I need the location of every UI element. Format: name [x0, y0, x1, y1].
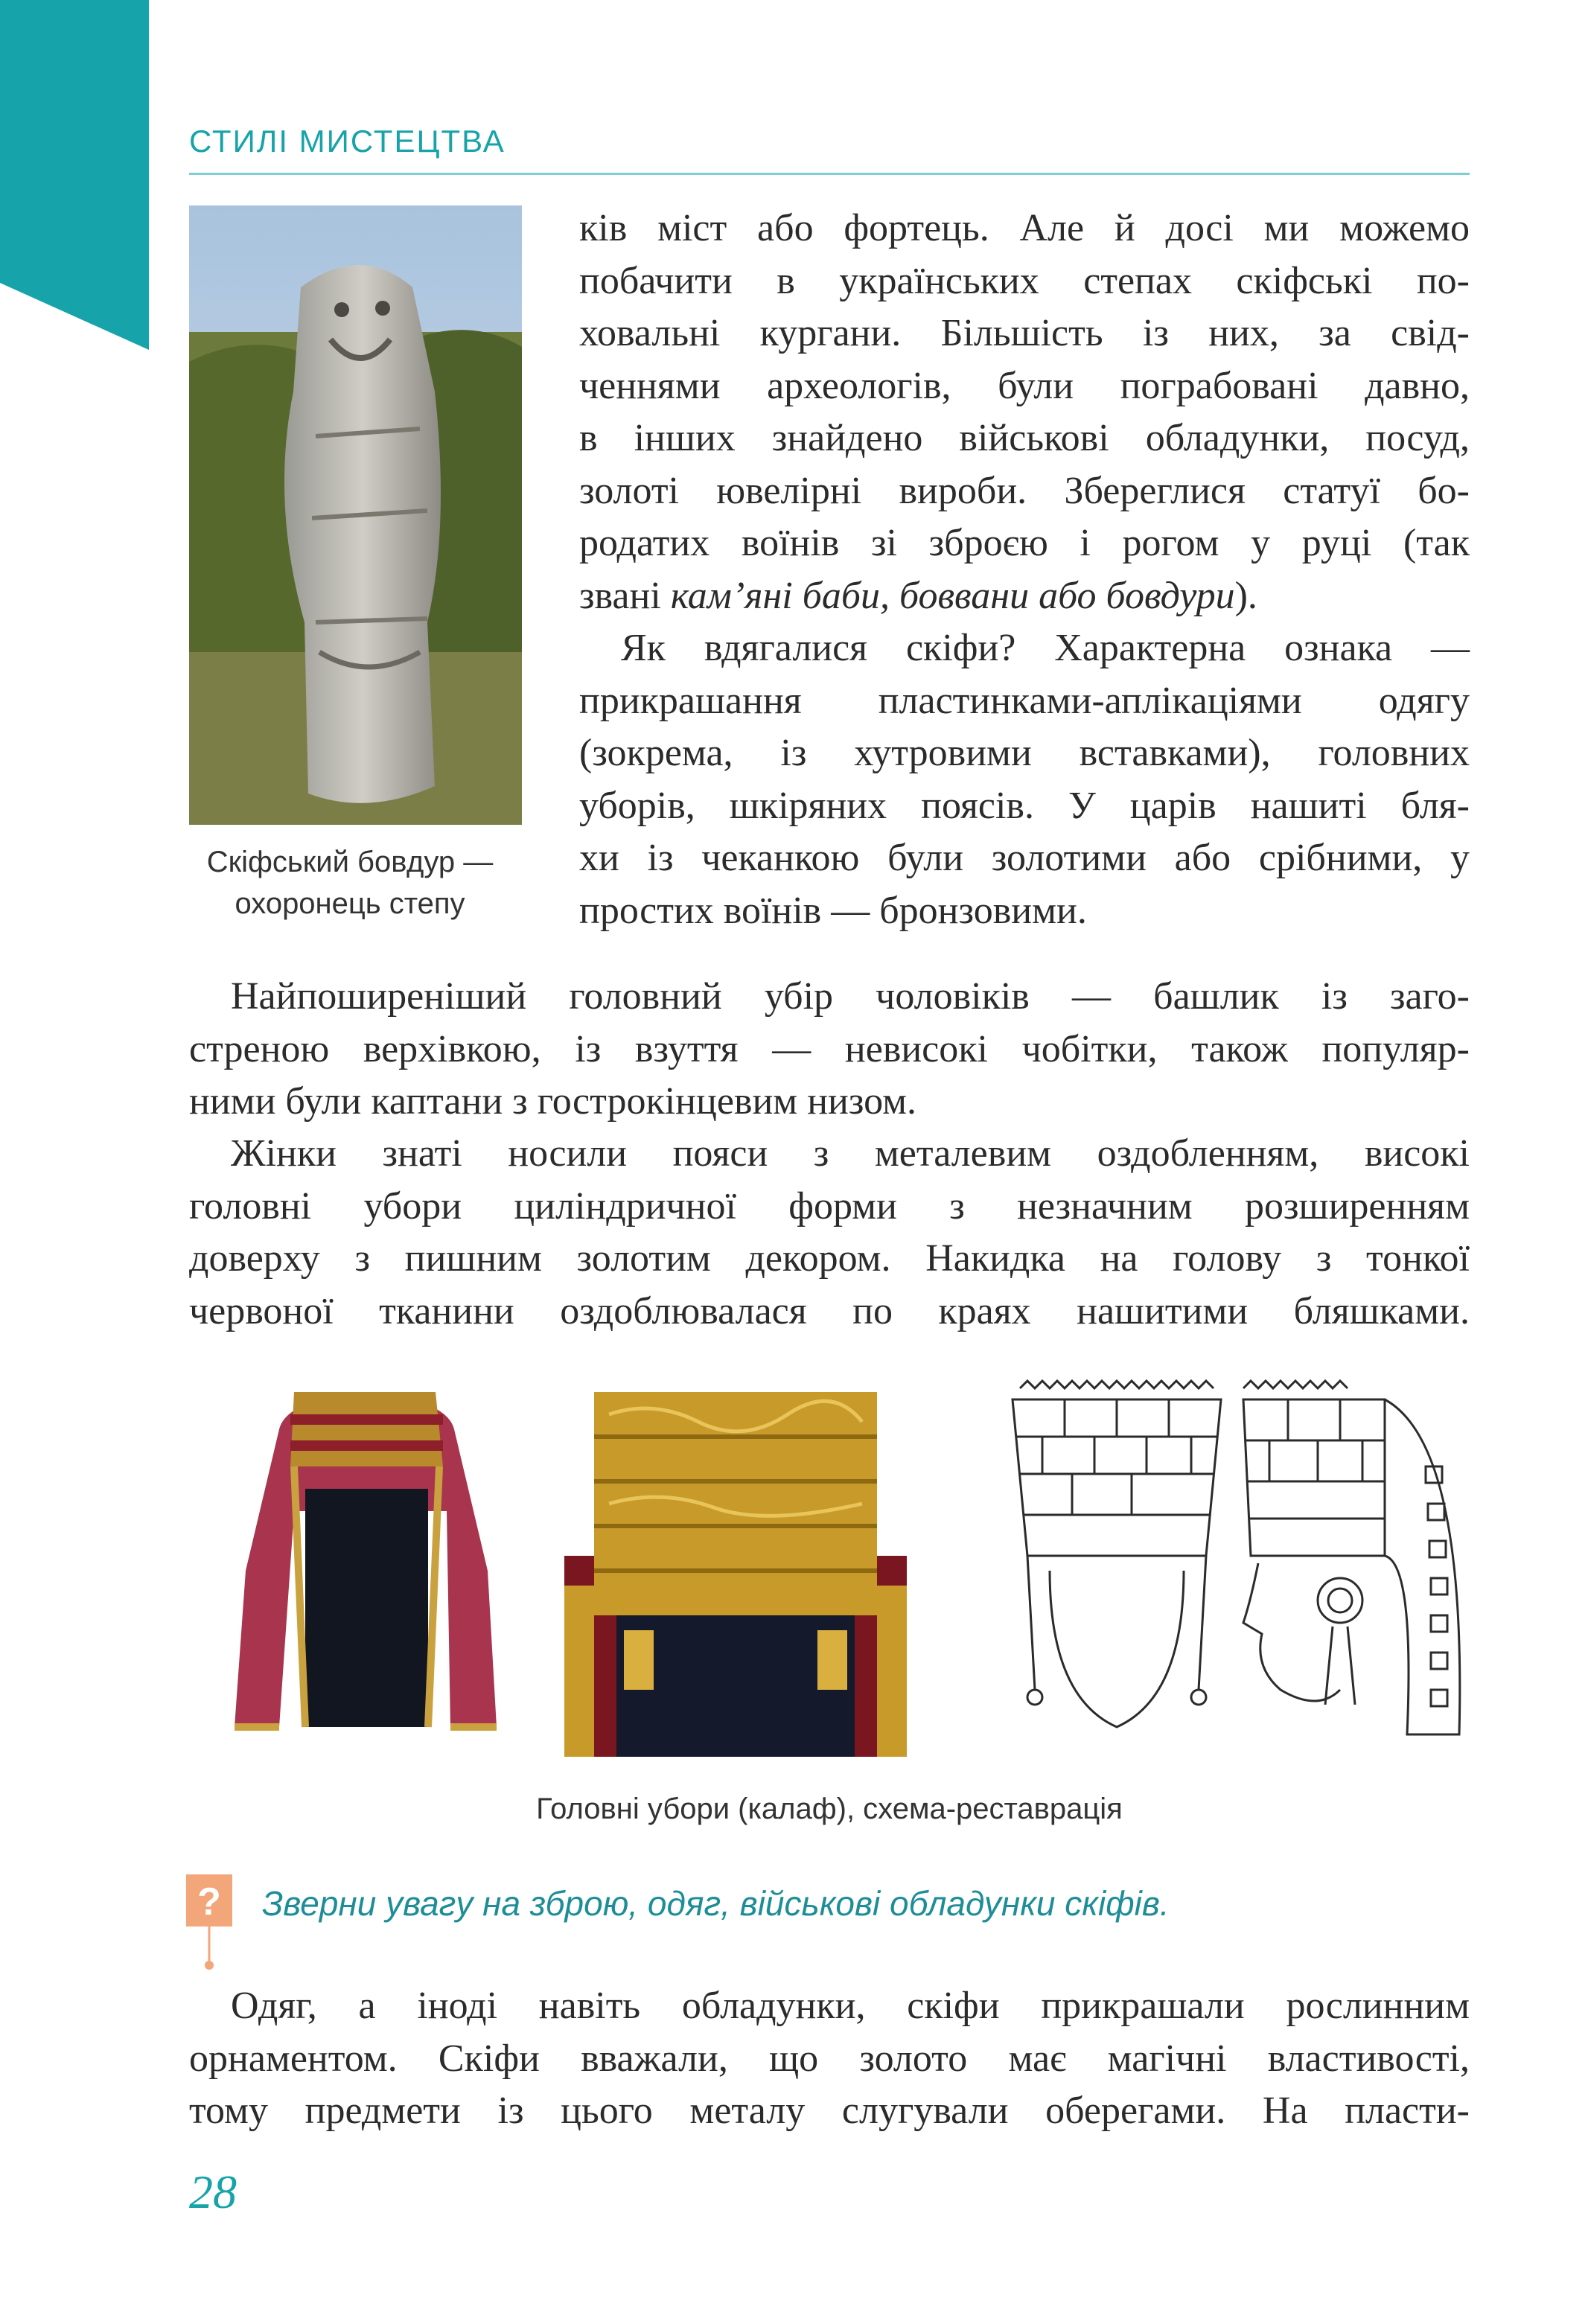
text-line: хи із чеканкою були золотими або срібними, у — [579, 837, 1470, 879]
text-line: золоті ювелірні вироби. Збереглися статуї бо- — [579, 469, 1470, 512]
text-line: Жінки знаті носили пояси з металевим оздобленням, високі — [231, 1132, 1470, 1175]
photo-caption — [171, 841, 529, 925]
question-mark-icon — [186, 1874, 232, 1971]
text-line: ними були каптани з гострокінцевим низом. — [189, 1080, 917, 1123]
headdress-schematic-profile — [1236, 1377, 1474, 1757]
section-header: СТИЛІ МИСТЕЦТВА — [189, 124, 506, 159]
text-fragment: звані — [579, 574, 671, 617]
text-line: ховальні кургани. Більшість із них, за свід- — [579, 312, 1470, 354]
text-line: Одяг, а іноді навіть обладунки, скіфи прикрашали рослинним — [231, 1985, 1470, 2027]
scythian-statue-photo — [189, 205, 522, 825]
headdress-schematic-front — [998, 1377, 1236, 1757]
paragraph-women — [189, 1128, 1470, 1338]
red-headdress-photo — [235, 1377, 497, 1757]
text-line: Як вдягалися скіфи? Характерна ознака — — [621, 627, 1470, 669]
text-line: головні убори циліндричної форми з незначним розширенням — [189, 1184, 1470, 1228]
paragraph-ornament — [189, 1980, 1470, 2138]
page-number: 28 — [189, 2165, 237, 2218]
figures-caption: Головні убори (калаф), схема-реставрація — [536, 1793, 1123, 1825]
text-fragment: ). — [1234, 574, 1257, 617]
text-line: орнаментом. Скіфи вважали, що золото має магічні властивості, — [189, 2037, 1470, 2080]
corner-tab-decoration — [0, 0, 149, 350]
text-line: ків міст або фортець. Але й досі ми можемо — [579, 207, 1470, 249]
caption-line: охоронець степу — [235, 887, 465, 920]
text-line: в інших знайдено військові обладунки, посуд, — [579, 417, 1470, 459]
text-line: Найпоширеніший головний убір чоловіків — башлик із заго- — [231, 975, 1470, 1018]
text-line: (зокрема, із хутровими вставками), головних — [579, 732, 1470, 774]
svg-text:?: ? — [197, 1880, 221, 1924]
question-prompt: Зверни увагу на зброю, одяг, військові обладунки скіфів. — [262, 1884, 1170, 1923]
text-line: стреною верхівкою, із взуття — невисокі чобітки, також популяр- — [189, 1027, 1470, 1070]
right-column-text — [579, 202, 1470, 937]
text-line: тому предмети із цього металу слугували оберегами. На пласти- — [189, 2090, 1470, 2132]
text-line: ченнями археологів, були пограбовані давно, — [579, 364, 1470, 407]
text-line: червоної тканини оздоблювалася по краях нашитими бляшками. — [189, 1289, 1470, 1332]
text-line — [579, 570, 1470, 623]
text-line: прикрашання пластинками-аплікаціями одягу — [579, 679, 1470, 722]
text-line: доверху з пишним золотим декором. Накидка на голову з тонкої — [189, 1237, 1470, 1280]
caption-line: Скіфський бовдур — — [206, 846, 494, 878]
text-line: уборів, шкіряних поясів. У царів нашиті бля- — [579, 784, 1470, 827]
italic-term: кам’яні баби, боввани або бовдури — [670, 574, 1235, 617]
header-rule — [189, 173, 1470, 175]
text-line: родатих воїнів зі зброєю і рогом у руці (так — [579, 522, 1470, 564]
paragraph-headwear — [189, 971, 1470, 1129]
text-line: побачити в українських степах скіфські по- — [579, 259, 1470, 302]
gold-headdress-photo — [564, 1377, 907, 1757]
text-line: простих воїнів — бронзовими. — [579, 889, 1087, 932]
